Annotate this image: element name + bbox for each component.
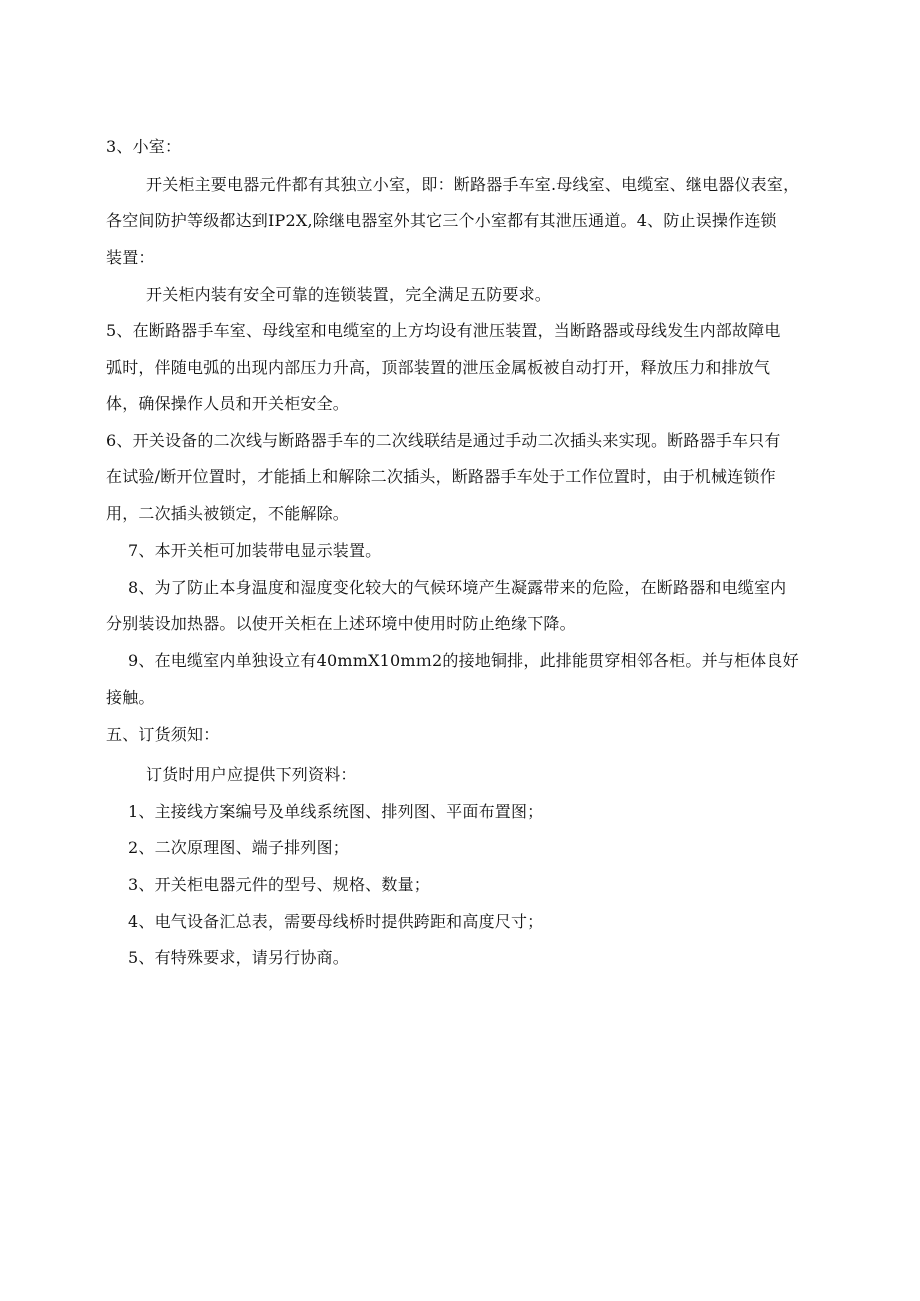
list-item: 2、二次原理图、端子排列图； — [128, 838, 349, 857]
paragraph-line: 9、在电缆室内单独设立有40mmX10mｍ2的接地铜排，此排能贯穿相邻各柜。并与柜体良好 — [128, 651, 799, 670]
paragraph-line: 体，确保操作人员和开关柜安全。 — [106, 394, 350, 413]
paragraph-line: 在试验/断开位置时，才能插上和解除二次插头，断路器手车处于工作位置时，由于机械连锁作 — [106, 467, 776, 486]
paragraph-line: 6、开关设备的二次线与断路器手车的二次线联结是通过手动二次插头来实现。断路器手车只有 — [106, 431, 781, 450]
paragraph-line: 7、本开关柜可加装带电显示装置。 — [128, 541, 382, 560]
paragraph-line: 8、为了防止本身温度和湿度变化较大的气候环境产生凝露带来的危险，在断路器和电缆室内 — [128, 578, 787, 597]
paragraph-line: 用，二次插头被锁定，不能解除。 — [106, 504, 350, 523]
paragraph-line: 开关柜主要电器元件都有其独立小室，即：断路器手车室.母线室、电缆室、继电器仪表室， — [146, 175, 800, 194]
paragraph-line: 接触。 — [106, 688, 155, 707]
list-item: 4、电气设备汇总表，需要母线桥时提供跨距和高度尺寸； — [128, 912, 544, 931]
paragraph-line: 各空间防护等级都达到IP2X,除继电器室外其它三个小室都有其泄压通道。4、防止误操作连锁 — [106, 211, 777, 230]
paragraph-line: 开关柜内装有安全可靠的连锁装置，完全满足五防要求。 — [146, 285, 552, 304]
paragraph-line: 分别装设加热器。以使开关柜在上述环境中使用时防止绝缘下降。 — [106, 614, 576, 633]
list-item: 5、有特殊要求，请另行协商。 — [128, 948, 349, 967]
section-heading-compartments: 3、小室： — [106, 137, 182, 156]
paragraph-line: 装置： — [106, 248, 155, 267]
list-item: 1、主接线方案编号及单线系统图、排列图、平面布置图； — [128, 802, 544, 821]
paragraph-line: 5、在断路器手车室、母线室和电缆室的上方均设有泄压装置，当断路器或母线发生内部故障电 — [106, 321, 781, 340]
section-heading-ordering: 五、订货须知： — [106, 725, 220, 744]
paragraph-line: 弧时，伴随电弧的出现内部压力升高，顶部装置的泄压金属板被自动打开，释放压力和排放气 — [106, 358, 771, 377]
paragraph-line: 订货时用户应提供下列资料： — [146, 765, 357, 784]
list-item: 3、开关柜电器元件的型号、规格、数量； — [128, 875, 430, 894]
